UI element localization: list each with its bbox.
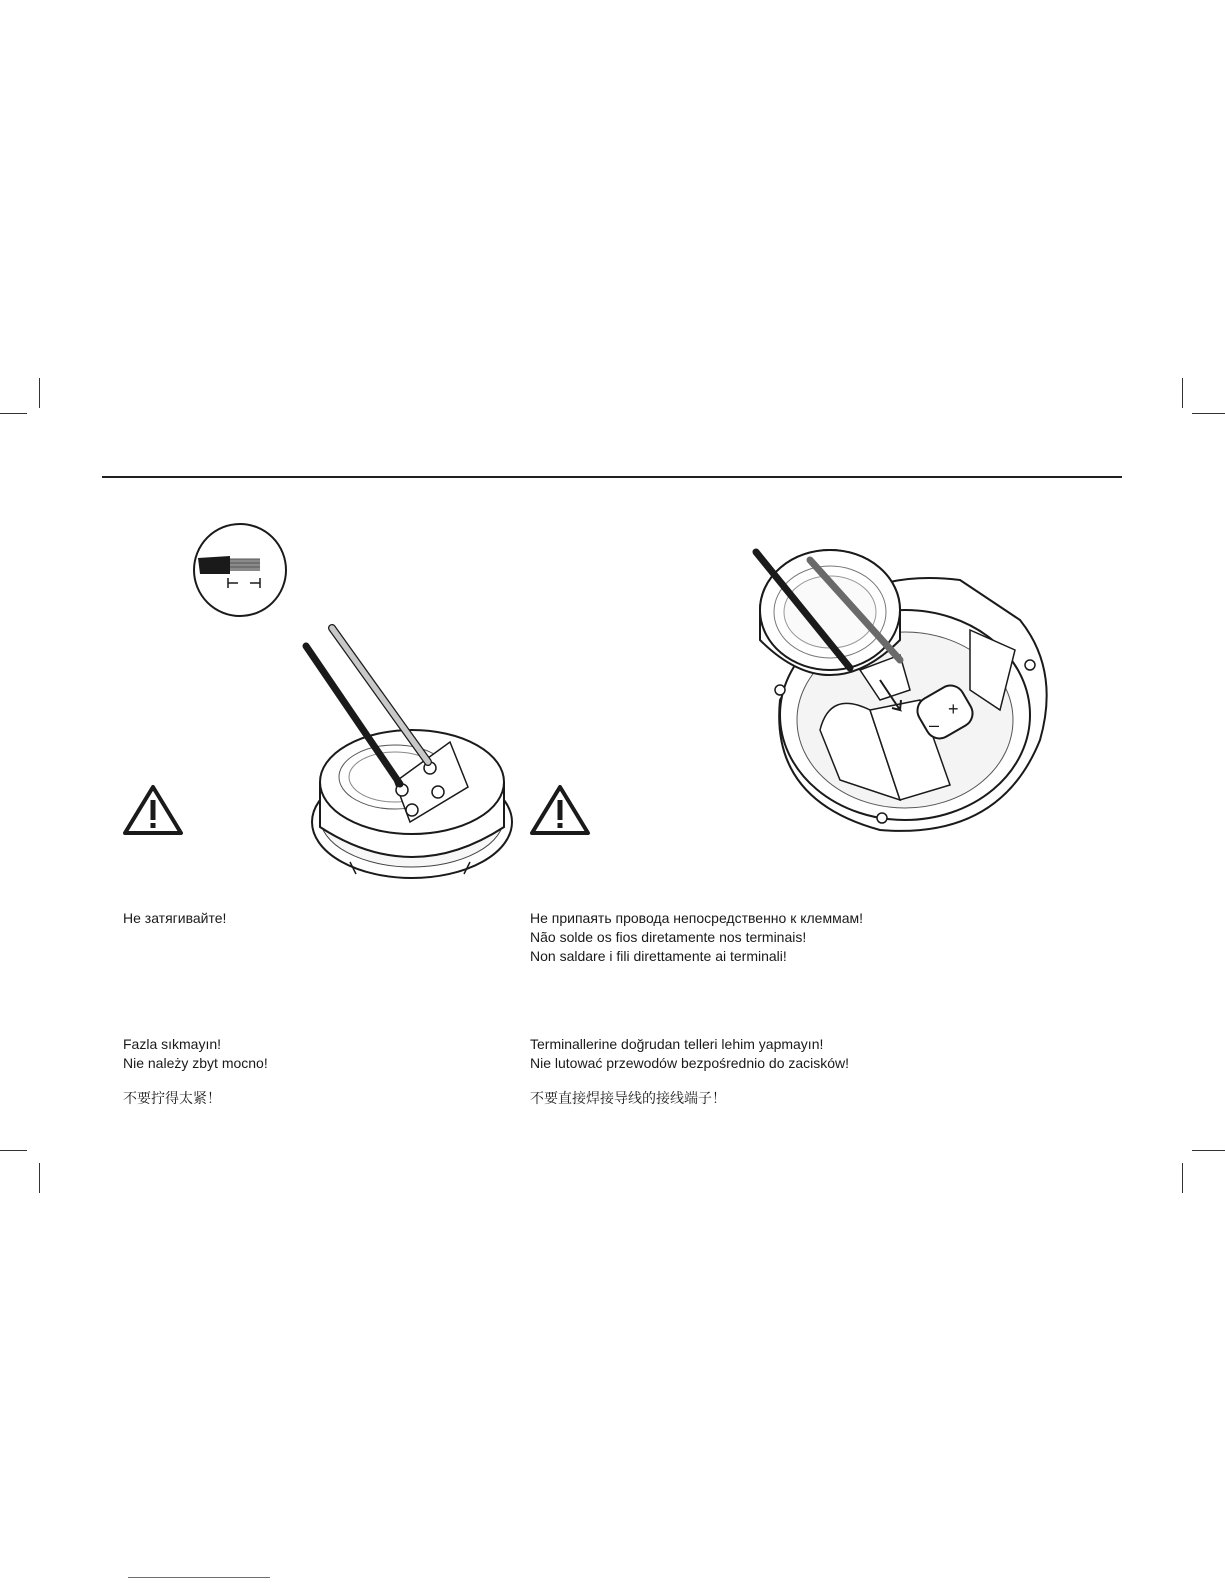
warning-triangle-icon xyxy=(529,784,591,836)
crop-mark xyxy=(1192,413,1225,414)
text-line: Nie lutować przewodów bezpośrednio do zacisków! xyxy=(530,1055,850,1071)
bottom-link-underline xyxy=(128,1577,270,1578)
right-warning-ru-pt-it xyxy=(530,909,863,966)
text-line: Não solde os fios diretamente nos terminais! xyxy=(530,929,807,945)
left-warning-russian xyxy=(123,909,226,928)
crop-mark xyxy=(0,1150,27,1151)
text-line: Fazla sıkmayın! xyxy=(123,1036,222,1052)
right-warning-chinese xyxy=(530,1089,726,1108)
left-warning-chinese xyxy=(123,1089,221,1108)
text-line: Nie należy zbyt mocno! xyxy=(123,1055,268,1071)
crop-mark xyxy=(1182,1163,1183,1193)
crop-mark xyxy=(39,1163,40,1193)
warning-triangle-icon xyxy=(122,784,184,836)
crop-mark xyxy=(39,378,40,408)
text-line: 不要直接焊接导线的接线端子！ xyxy=(530,1090,726,1106)
wire-strip-inset xyxy=(190,522,292,622)
crop-mark xyxy=(1192,1150,1225,1151)
text-line: Не затягивайте! xyxy=(123,910,227,926)
crop-mark xyxy=(0,413,27,414)
text-line: Не припаять провода непосредственно к клеммам! xyxy=(530,910,864,926)
text-line: Non saldare i fili direttamente ai terminali! xyxy=(530,948,787,964)
text-line: 不要拧得太紧！ xyxy=(123,1090,221,1106)
crop-mark xyxy=(1182,378,1183,408)
text-line: Terminallerine doğrudan telleri lehim yapmayın! xyxy=(530,1036,824,1052)
right-warning-turkish-polish xyxy=(530,1035,849,1073)
tweeter-illustration xyxy=(300,622,525,892)
woofer-illustration xyxy=(740,540,1070,840)
header-rule xyxy=(102,476,1122,478)
svg-text:+: + xyxy=(948,699,959,719)
left-warning-turkish-polish xyxy=(123,1035,268,1073)
svg-text:–: – xyxy=(929,715,940,735)
